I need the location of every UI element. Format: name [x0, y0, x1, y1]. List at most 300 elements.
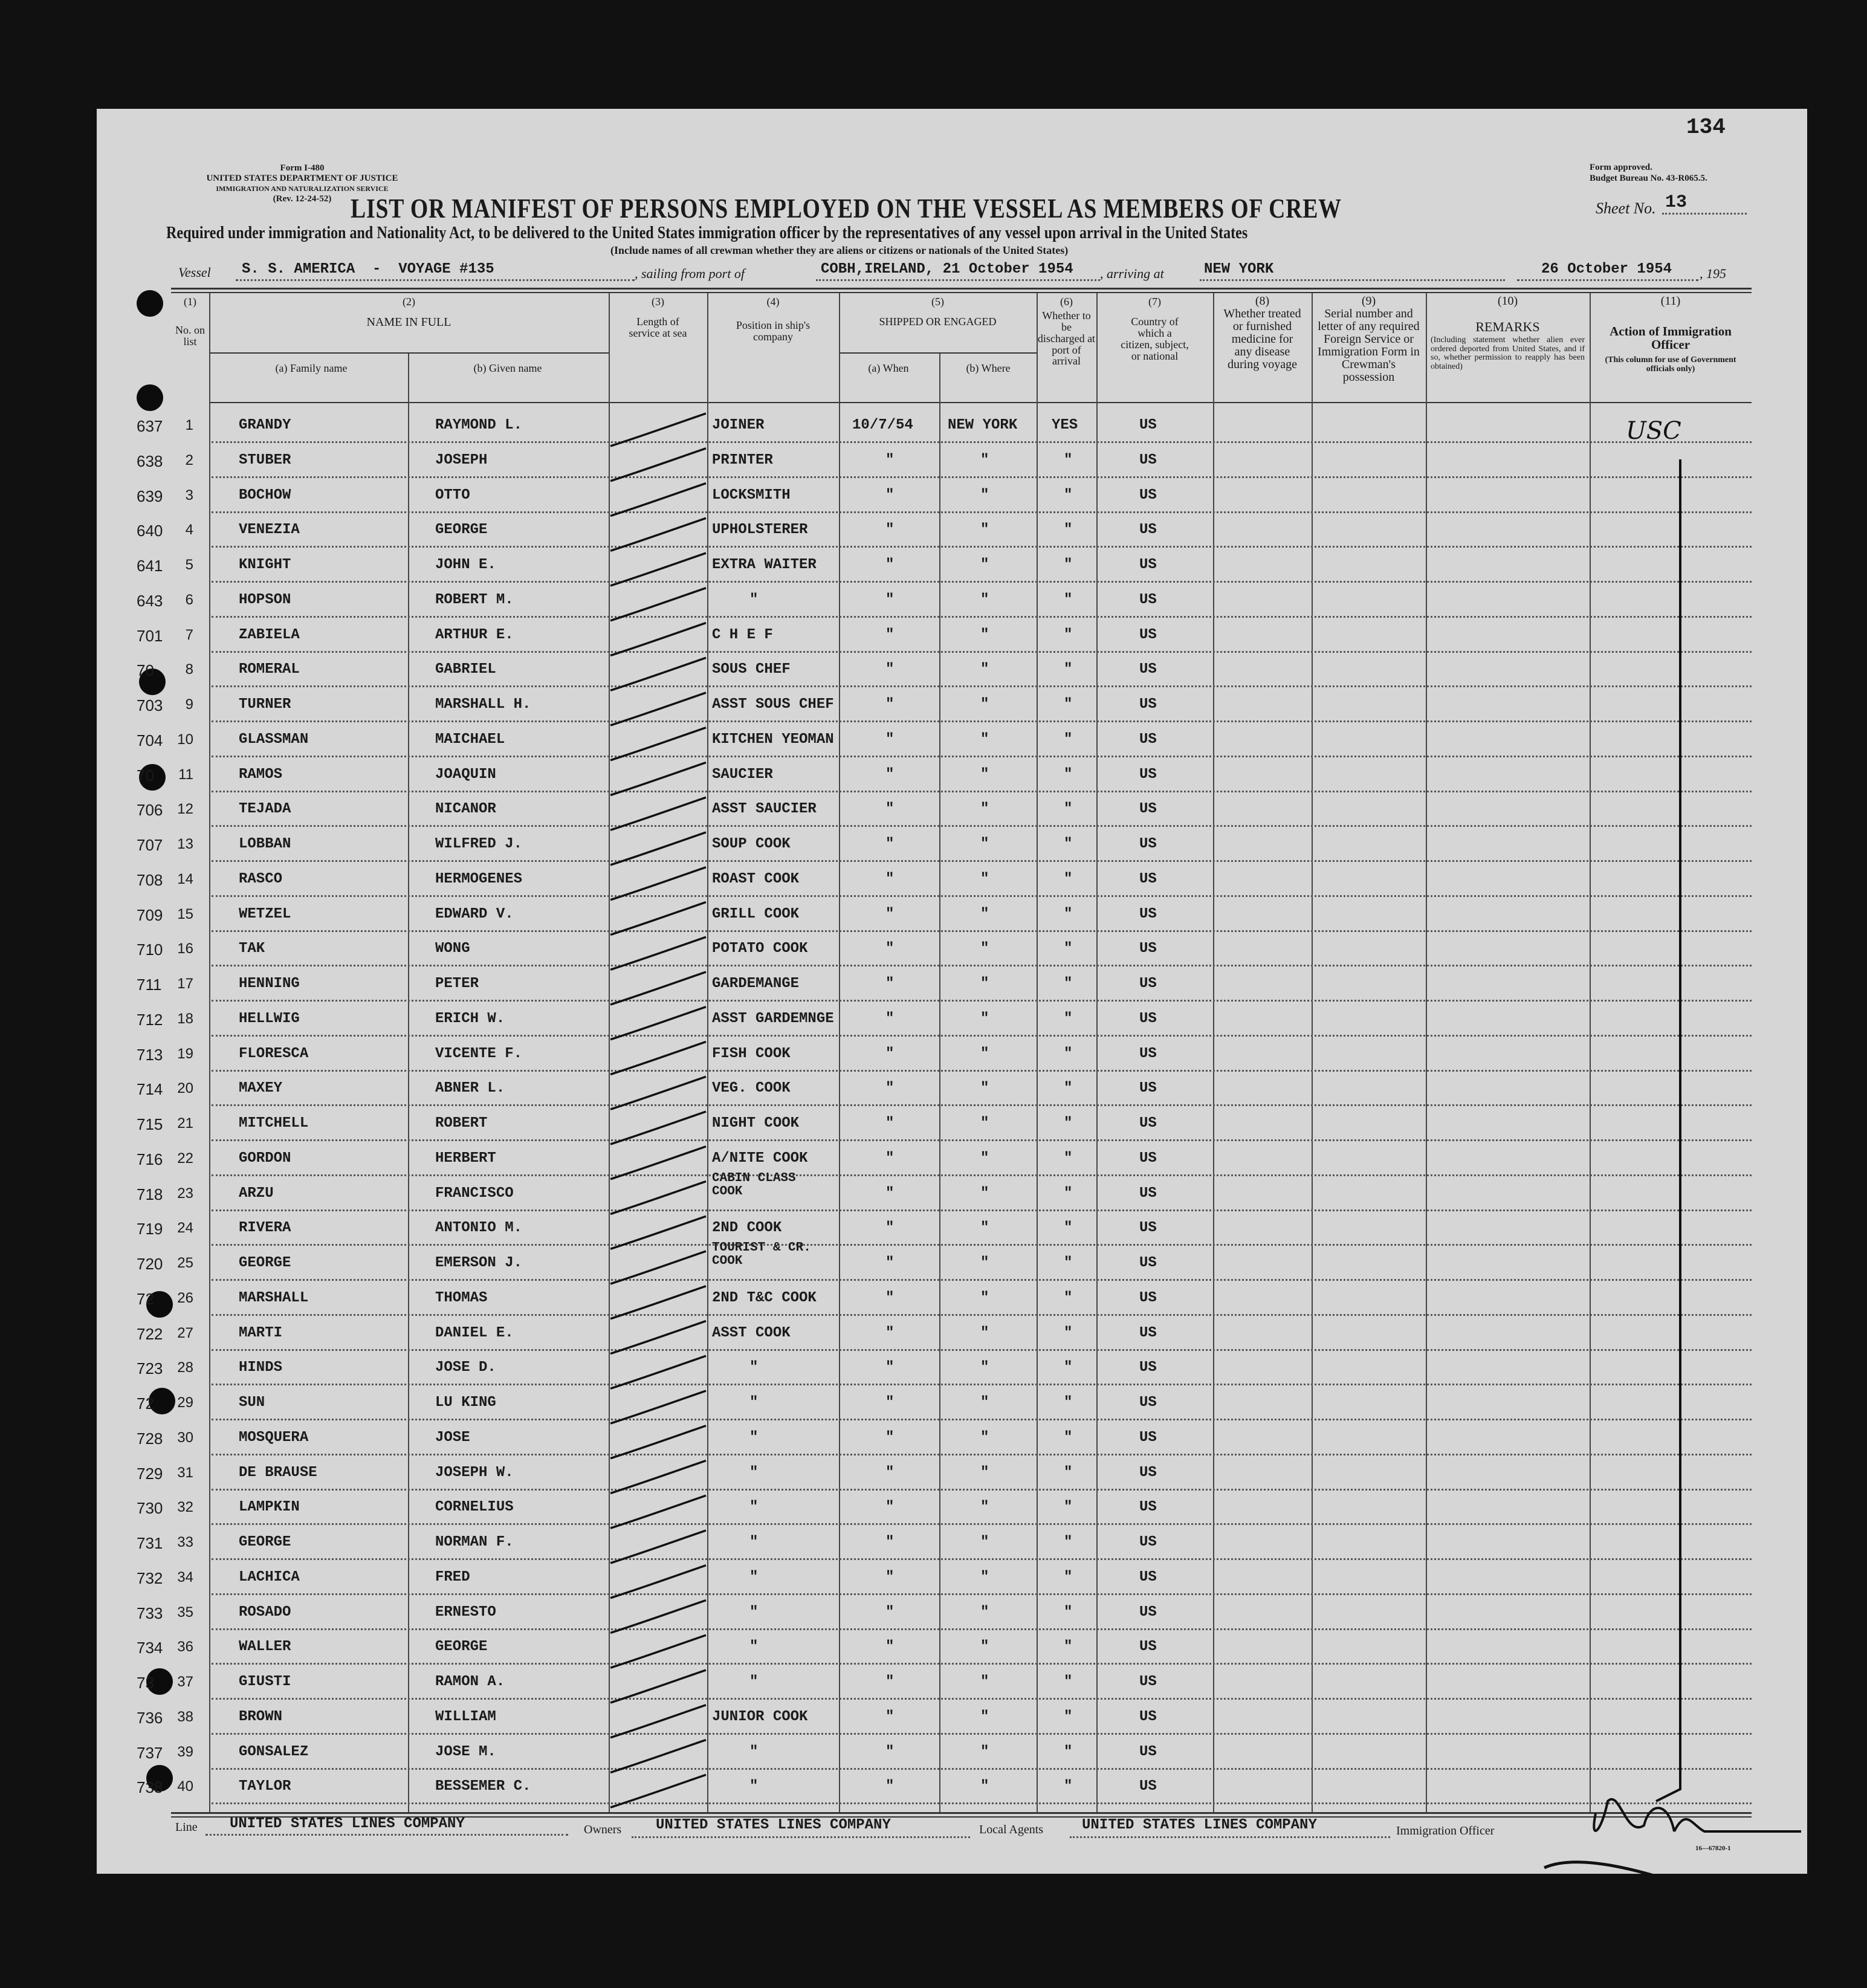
shipped-where: "	[980, 1115, 989, 1132]
shipped-where: "	[980, 1359, 989, 1376]
position: "	[749, 1674, 759, 1690]
shipped-when: "	[885, 1639, 895, 1656]
given-name: NORMAN F.	[435, 1534, 514, 1550]
service-length-slash	[610, 1601, 706, 1633]
position: SAUCIER	[712, 766, 773, 783]
year-suffix: , 195	[1700, 266, 1726, 281]
left-reference-number: 719	[137, 1220, 163, 1238]
position: FISH COOK	[712, 1045, 791, 1062]
position: SOUS CHEF	[712, 661, 791, 678]
service-length-slash	[610, 972, 706, 1005]
position: "	[749, 1778, 759, 1795]
left-reference-number: 733	[137, 1604, 163, 1622]
service-length-slash	[610, 1391, 706, 1423]
position: "	[749, 1394, 759, 1411]
discharged: "	[1064, 1045, 1073, 1062]
country: US	[1139, 1429, 1157, 1446]
col-number: (2)	[403, 296, 415, 308]
list-number: 5	[185, 557, 193, 573]
left-reference-number: 730	[137, 1499, 163, 1518]
given-name: EDWARD V.	[435, 905, 514, 922]
service-length-slash	[610, 1147, 706, 1179]
list-number: 34	[177, 1569, 193, 1585]
shipped-when: 10/7/54	[852, 417, 913, 433]
given-name: PETER	[435, 976, 479, 992]
given-name: HERBERT	[435, 1150, 496, 1167]
service-length-slash	[610, 1461, 706, 1494]
country: US	[1139, 731, 1157, 748]
discharged: "	[1064, 557, 1073, 573]
left-reference-number: 729	[137, 1464, 163, 1483]
given-name: ERICH W.	[435, 1010, 505, 1027]
family-name: RAMOS	[239, 766, 283, 783]
sheet-number: 13	[1665, 192, 1687, 213]
given-name: LU KING	[435, 1394, 496, 1411]
shipped-where: "	[980, 1604, 989, 1621]
discharged: "	[1064, 591, 1073, 608]
service-length-slash	[610, 763, 706, 795]
service-length-slash	[610, 484, 706, 516]
discharged: "	[1064, 1220, 1073, 1237]
family-name: GEORGE	[239, 1255, 291, 1271]
shipped-where: "	[980, 557, 989, 573]
service-length-slash	[610, 1251, 706, 1284]
family-name: BOCHOW	[239, 487, 291, 503]
service-length-slash	[610, 1356, 706, 1388]
discharged: "	[1064, 1185, 1073, 1202]
given-name: JOSEPH	[435, 452, 488, 468]
position: "	[749, 1604, 759, 1621]
service-name: IMMIGRATION AND NATURALIZATION SERVICE	[216, 184, 389, 193]
shipped-when: "	[885, 1045, 895, 1062]
shipped-where: "	[980, 626, 989, 643]
left-reference-number: 722	[137, 1324, 163, 1343]
shipped-where: "	[980, 1743, 989, 1760]
position: "	[749, 1464, 759, 1481]
position: EXTRA WAITER	[712, 557, 817, 573]
position: 2ND T&C COOK	[712, 1289, 817, 1306]
service-length-slash	[610, 867, 706, 900]
shipped-where: "	[980, 522, 989, 539]
list-number: 13	[177, 836, 193, 852]
service-length-slash	[610, 1321, 706, 1354]
family-name: ARZU	[239, 1185, 274, 1202]
given-name: BESSEMER C.	[435, 1778, 531, 1795]
shipped-when: "	[885, 1010, 895, 1027]
shipped-when: "	[885, 1220, 895, 1237]
country: US	[1139, 1289, 1157, 1306]
shipped-when: "	[885, 905, 895, 922]
given-name: ABNER L.	[435, 1080, 505, 1097]
shipped-where: "	[980, 1499, 989, 1516]
service-length-slash	[610, 832, 706, 865]
service-length-slash	[610, 448, 706, 481]
position: CABIN CLASS COOK	[712, 1171, 796, 1199]
shipped-where: "	[980, 1010, 989, 1027]
position: VEG. COOK	[712, 1080, 791, 1097]
shipped-when: "	[885, 1289, 895, 1306]
shipped-when: "	[885, 626, 895, 643]
left-reference-number: 72	[137, 1394, 154, 1413]
shipped-when: "	[885, 1080, 895, 1097]
shipped-when: "	[885, 1429, 895, 1446]
shipped-when: "	[885, 487, 895, 503]
country: US	[1139, 1324, 1157, 1341]
position: LOCKSMITH	[712, 487, 791, 503]
discharged: "	[1064, 1464, 1073, 1481]
given-name: ROBERT	[435, 1115, 488, 1132]
shipped-when: "	[885, 1499, 895, 1516]
country: US	[1139, 1778, 1157, 1795]
left-reference-number: 715	[137, 1115, 163, 1133]
given-name: RAMON A.	[435, 1674, 505, 1690]
list-number: 18	[177, 1010, 193, 1027]
discharged: "	[1064, 905, 1073, 922]
family-name: LAMPKIN	[239, 1499, 300, 1516]
discharged: "	[1064, 941, 1073, 957]
list-number: 28	[177, 1359, 193, 1376]
list-number: 8	[185, 661, 193, 678]
country: US	[1139, 1185, 1157, 1202]
country: US	[1139, 591, 1157, 608]
left-reference-number: 720	[137, 1255, 163, 1273]
shipped-when: "	[885, 941, 895, 957]
shipped-when: "	[885, 801, 895, 818]
col-title: Position in ship's company	[736, 319, 811, 343]
list-number: 14	[177, 870, 193, 887]
country: US	[1139, 661, 1157, 678]
col-number: (9)	[1361, 294, 1376, 308]
list-number: 4	[185, 522, 193, 539]
service-length-slash	[610, 1286, 706, 1319]
service-length-slash	[610, 937, 706, 970]
country: US	[1139, 1534, 1157, 1550]
left-reference-number: 728	[137, 1429, 163, 1448]
service-length-slash	[610, 693, 706, 725]
country: US	[1139, 557, 1157, 573]
header-family-name: (a) Family name	[275, 362, 348, 374]
country: US	[1139, 1464, 1157, 1481]
shipped-when: "	[885, 1534, 895, 1550]
header-given-name: (b) Given name	[473, 362, 542, 374]
country: US	[1139, 941, 1157, 957]
form-revision: (Rev. 12-24-52)	[273, 194, 332, 204]
col-number: (3)	[652, 296, 664, 308]
discharged: "	[1064, 696, 1073, 713]
discharged: "	[1064, 1115, 1073, 1132]
position: JUNIOR COOK	[712, 1708, 808, 1725]
position: KITCHEN YEOMAN	[712, 731, 834, 748]
list-number: 30	[177, 1429, 193, 1446]
col-title: No. on list	[175, 323, 205, 348]
country: US	[1139, 626, 1157, 643]
service-length-slash	[610, 1670, 706, 1703]
shipped-where: "	[980, 870, 989, 887]
discharged: "	[1064, 1674, 1073, 1690]
list-number: 12	[177, 801, 193, 818]
position: TOURIST & CR. COOK	[712, 1241, 811, 1268]
ditto-vertical-line	[1656, 459, 1680, 1801]
given-name: CORNELIUS	[435, 1499, 514, 1516]
given-name: ANTONIO M.	[435, 1220, 523, 1237]
family-name: BROWN	[239, 1708, 283, 1725]
discharged: "	[1064, 976, 1073, 992]
given-name: HERMOGENES	[435, 870, 523, 887]
position: POTATO COOK	[712, 941, 808, 957]
col-number: (5)	[931, 296, 944, 308]
given-name: WILFRED J.	[435, 836, 523, 852]
discharged: "	[1064, 1289, 1073, 1306]
col-subtitle: (This column for use of Government officials only)	[1605, 355, 1736, 374]
list-number: 20	[177, 1080, 193, 1097]
list-number: 40	[177, 1778, 193, 1795]
shipped-when: "	[885, 1150, 895, 1167]
discharged: "	[1064, 731, 1073, 748]
given-name: WILLIAM	[435, 1708, 496, 1725]
discharged: "	[1064, 870, 1073, 887]
left-reference-number: 711	[137, 976, 162, 994]
family-name: GLASSMAN	[239, 731, 309, 748]
given-name: JOAQUIN	[435, 766, 496, 783]
service-length-slash	[610, 1216, 706, 1249]
service-length-slash	[610, 1530, 706, 1563]
discharged: "	[1064, 1324, 1073, 1341]
list-number: 27	[177, 1324, 193, 1341]
given-name: ROBERT M.	[435, 591, 514, 608]
department-name: UNITED STATES DEPARTMENT OF JUSTICE	[206, 173, 398, 183]
position: JOINER	[712, 417, 765, 433]
shipped-where: "	[980, 1045, 989, 1062]
list-number: 1	[185, 417, 193, 433]
list-number: 31	[177, 1464, 193, 1481]
given-name: DANIEL E.	[435, 1324, 514, 1341]
family-name: MITCHELL	[239, 1115, 309, 1132]
position: "	[749, 591, 759, 608]
country: US	[1139, 452, 1157, 468]
discharged: "	[1064, 1778, 1073, 1795]
sailing-label: , sailing from port of	[635, 266, 745, 281]
shipped-where: "	[980, 1394, 989, 1411]
shipped-where: "	[980, 1429, 989, 1446]
list-number: 23	[177, 1185, 193, 1202]
service-length-slash	[610, 1565, 706, 1598]
family-name: MAXEY	[239, 1080, 283, 1097]
left-reference-number: 703	[137, 696, 163, 714]
print-code: 16—67820-1	[1695, 1845, 1731, 1852]
shipped-where: "	[980, 696, 989, 713]
country: US	[1139, 1639, 1157, 1656]
left-reference-number: 738	[137, 1778, 163, 1797]
left-reference-number: 638	[137, 452, 163, 470]
given-name: JOSE D.	[435, 1359, 496, 1376]
arriving-at: NEW YORK	[1204, 261, 1274, 277]
discharged: "	[1064, 1429, 1073, 1446]
position: ASST GARDEMNGE	[712, 1010, 834, 1027]
country: US	[1139, 1743, 1157, 1760]
shipped-where: "	[980, 905, 989, 922]
discharged: "	[1064, 661, 1073, 678]
left-reference-number: 707	[137, 836, 163, 854]
left-reference-number: 710	[137, 941, 163, 959]
shipped-when: "	[885, 557, 895, 573]
shipped-where: "	[980, 766, 989, 783]
discharged: "	[1064, 1150, 1073, 1167]
officer-signature	[1594, 1799, 1801, 1831]
shipped-where: "	[980, 1569, 989, 1585]
shipped-where: "	[980, 1639, 989, 1656]
position: ASST COOK	[712, 1324, 791, 1341]
country: US	[1139, 1220, 1157, 1237]
shipped-where: "	[980, 941, 989, 957]
sheet-label: Sheet No.	[1596, 199, 1656, 217]
shipped-where: "	[980, 452, 989, 468]
left-reference-number: 737	[137, 1743, 163, 1762]
family-name: RASCO	[239, 870, 283, 887]
shipped-where: "	[980, 487, 989, 503]
left-reference-number: 712	[137, 1010, 163, 1029]
form-number: Form I-480	[280, 163, 325, 173]
family-name: WALLER	[239, 1639, 291, 1656]
shipped-when: "	[885, 1255, 895, 1271]
shipped-where: "	[980, 1464, 989, 1481]
discharged: "	[1064, 487, 1073, 503]
discharged: "	[1064, 1499, 1073, 1516]
owners-company: UNITED STATES LINES COMPANY	[656, 1817, 891, 1833]
service-length-slash	[610, 553, 706, 586]
left-reference-number: 640	[137, 522, 163, 540]
col-title: Whether treated or furnished medicine for any disease during voyage	[1223, 307, 1301, 371]
family-name: MARTI	[239, 1324, 283, 1341]
col-title: Length of service at sea	[629, 315, 687, 339]
shipped-when: "	[885, 661, 895, 678]
country: US	[1139, 766, 1157, 783]
left-reference-number: 706	[137, 801, 163, 820]
signature-flourish	[1544, 1862, 1668, 1880]
form-subtitle: Required under immigration and Nationality Act, to be delivered to the United States immigration officer by the representatives of any vessel upon arrival in the United States	[166, 224, 1248, 242]
owners-label: Owners	[584, 1823, 622, 1836]
col-number: (6)	[1060, 296, 1073, 308]
country: US	[1139, 1394, 1157, 1411]
left-reference-number: 708	[137, 870, 163, 889]
col-title: Action of Immigration Officer	[1610, 324, 1732, 352]
shipped-when: "	[885, 1743, 895, 1760]
family-name: GRANDY	[239, 417, 291, 433]
left-reference-number: 732	[137, 1569, 163, 1587]
shipped-where: "	[980, 836, 989, 852]
left-reference-number: 731	[137, 1534, 163, 1552]
shipped-where: "	[980, 731, 989, 748]
service-length-slash	[610, 413, 706, 446]
col-title: Serial number and letter of any required Foreign Service or Immigration Form in Crewman's possession	[1318, 307, 1420, 384]
form-note: (Include names of all crewman whether they are aliens or citizens or nationals of the United States)	[610, 244, 1069, 256]
given-name: RAYMOND L.	[435, 417, 523, 433]
family-name: MOSQUERA	[239, 1429, 309, 1446]
vessel-name: S. S. AMERICA - VOYAGE #135	[242, 261, 494, 277]
position: GARDEMANGE	[712, 976, 800, 992]
col-title: Country of which a citizen, subject, or national	[1121, 315, 1189, 362]
country: US	[1139, 1359, 1157, 1376]
left-reference-number: 73	[137, 1674, 154, 1692]
service-length-slashes	[610, 413, 706, 1807]
family-name: HENNING	[239, 976, 300, 992]
header-where: (b) Where	[966, 362, 1011, 374]
family-name: GIUSTI	[239, 1674, 291, 1690]
shipped-where: "	[980, 801, 989, 818]
position: "	[749, 1569, 759, 1585]
position: ROAST COOK	[712, 870, 800, 887]
given-name: ERNESTO	[435, 1604, 496, 1621]
country: US	[1139, 801, 1157, 818]
list-number: 33	[177, 1534, 193, 1550]
family-name: HELLWIG	[239, 1010, 300, 1027]
list-number: 24	[177, 1220, 193, 1237]
shipped-when: "	[885, 1674, 895, 1690]
list-number: 38	[177, 1708, 193, 1725]
position: A/NITE COOK	[712, 1150, 808, 1167]
shipped-where: "	[980, 1185, 989, 1202]
shipped-when: "	[885, 766, 895, 783]
country: US	[1139, 487, 1157, 503]
family-name: MARSHALL	[239, 1289, 309, 1306]
left-reference-number: 639	[137, 487, 163, 505]
shipped-when: "	[885, 1185, 895, 1202]
service-length-slash	[610, 902, 706, 935]
service-length-slash	[610, 1182, 706, 1214]
shipped-when: "	[885, 522, 895, 539]
position: "	[749, 1429, 759, 1446]
shipped-when: "	[885, 591, 895, 608]
list-number: 26	[177, 1289, 193, 1306]
service-length-slash	[610, 1426, 706, 1459]
position: ASST SOUS CHEF	[712, 696, 834, 713]
country: US	[1139, 417, 1157, 433]
service-length-slash	[610, 1705, 706, 1738]
position: ASST SAUCIER	[712, 801, 817, 818]
service-length-slash	[610, 518, 706, 551]
position: PRINTER	[712, 452, 773, 468]
discharged: "	[1064, 1394, 1073, 1411]
shipped-where: "	[980, 1534, 989, 1550]
family-name: DE BRAUSE	[239, 1464, 317, 1481]
country: US	[1139, 1150, 1157, 1167]
shipped-when: "	[885, 1708, 895, 1725]
service-length-slash	[610, 728, 706, 760]
list-number: 19	[177, 1045, 193, 1062]
service-length-slash	[610, 1077, 706, 1109]
position: SOUP COOK	[712, 836, 791, 852]
agents-label: Local Agents	[979, 1823, 1044, 1836]
left-reference-number: 716	[137, 1150, 163, 1168]
country: US	[1139, 1010, 1157, 1027]
given-name: THOMAS	[435, 1289, 488, 1306]
service-length-slash	[610, 1635, 706, 1668]
header-when: (a) When	[868, 362, 909, 374]
col-title: SHIPPED OR ENGAGED	[879, 315, 997, 328]
col-title: NAME IN FULL	[366, 315, 451, 329]
list-number: 21	[177, 1115, 193, 1132]
col-number: (8)	[1255, 294, 1270, 308]
vessel-label: Vessel	[178, 265, 211, 280]
left-reference-number: 723	[137, 1359, 163, 1378]
left-reference-number: 709	[137, 905, 163, 924]
shipped-where: "	[980, 1289, 989, 1306]
country: US	[1139, 1080, 1157, 1097]
country: US	[1139, 870, 1157, 887]
given-name: OTTO	[435, 487, 470, 503]
list-number: 3	[185, 487, 193, 503]
list-number: 16	[177, 941, 193, 957]
country: US	[1139, 836, 1157, 852]
